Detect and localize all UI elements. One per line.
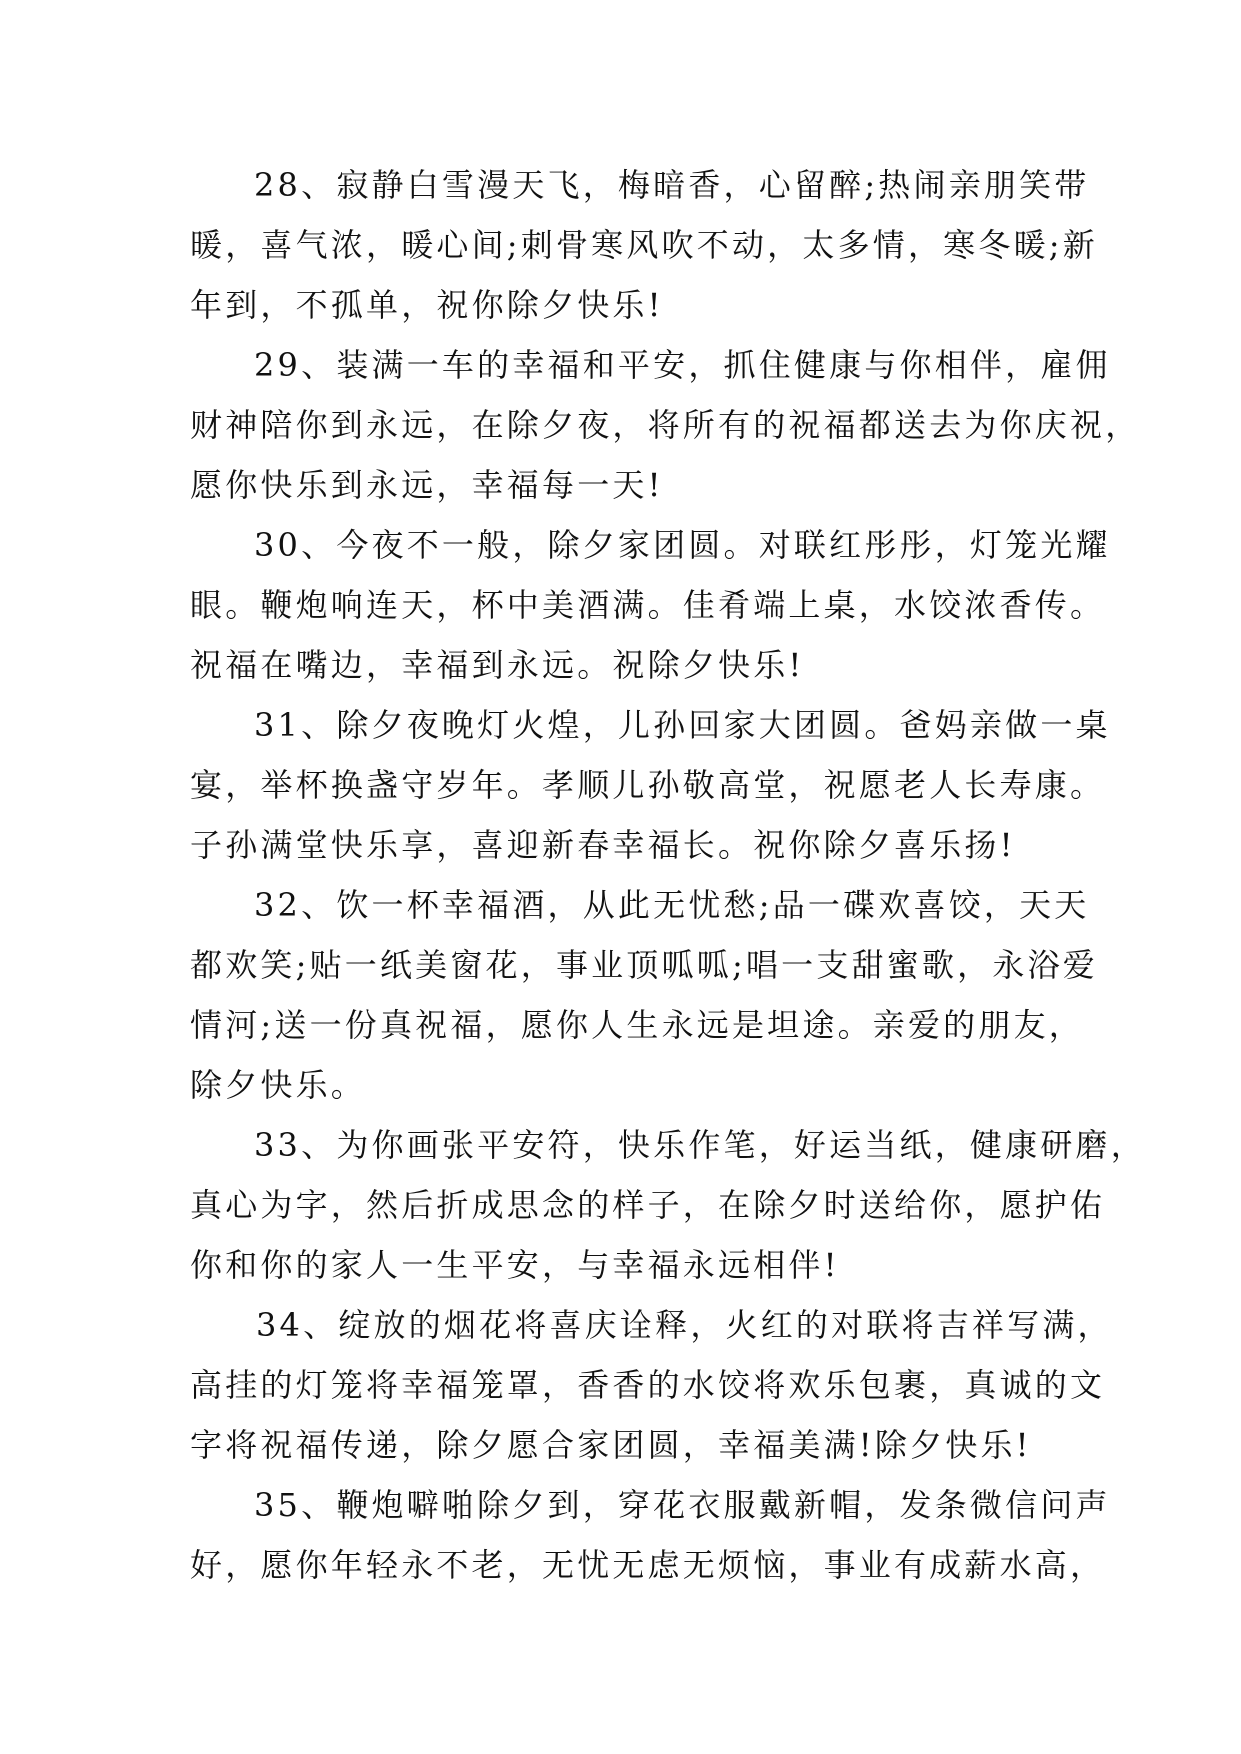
paragraph-34 bbox=[190, 1295, 1113, 1475]
paragraph-line: 你和你的家人一生平安，与幸福永远相伴! bbox=[190, 1246, 840, 1284]
paragraph-line: 30、今夜不一般，除夕家团圆。对联红彤彤，灯笼光耀 bbox=[254, 526, 1111, 564]
paragraph-line: 宴，举杯换盏守岁年。孝顺儿孙敬高堂，祝愿老人长寿康。 bbox=[190, 766, 1106, 804]
paragraph-line: 年到，不孤单，祝你除夕快乐! bbox=[190, 286, 664, 324]
paragraph-35 bbox=[190, 1475, 1111, 1595]
paragraph-line: 29、装满一车的幸福和平安，抓住健康与你相伴，雇佣 bbox=[254, 346, 1111, 384]
paragraph-line: 子孙满堂快乐享，喜迎新春幸福长。祝你除夕喜乐扬! bbox=[190, 826, 1016, 864]
paragraph-33 bbox=[190, 1115, 1146, 1295]
paragraph-line: 31、除夕夜晚灯火煌，儿孙回家大团圆。爸妈亲做一桌 bbox=[254, 706, 1111, 744]
paragraph-line: 都欢笑;贴一纸美窗花，事业顶呱呱;唱一支甜蜜歌，永浴爱 bbox=[190, 946, 1098, 984]
paragraph-line: 35、鞭炮噼啪除夕到，穿花衣服戴新帽，发条微信问声 bbox=[254, 1486, 1111, 1524]
paragraph-line: 除夕快乐。 bbox=[190, 1066, 367, 1104]
paragraph-line: 34、绽放的烟花将喜庆诠释，火红的对联将吉祥写满， bbox=[256, 1306, 1113, 1344]
paragraph-30 bbox=[190, 515, 1111, 695]
paragraph-line: 33、为你画张平安符，快乐作笔，好运当纸，健康研磨， bbox=[254, 1126, 1146, 1164]
paragraph-line: 真心为字，然后折成思念的样子，在除夕时送给你，愿护佑 bbox=[190, 1186, 1106, 1224]
paragraph-line: 眼。鞭炮响连天，杯中美酒满。佳肴端上桌，水饺浓香传。 bbox=[190, 586, 1106, 624]
paragraph-line: 高挂的灯笼将幸福笼罩，香香的水饺将欢乐包裹，真诚的文 bbox=[190, 1366, 1106, 1404]
paragraph-29 bbox=[190, 335, 1141, 515]
paragraph-line: 祝福在嘴边，幸福到永远。祝除夕快乐! bbox=[190, 646, 805, 684]
paragraph-line: 财神陪你到永远，在除夕夜，将所有的祝福都送去为你庆祝， bbox=[190, 406, 1141, 444]
paragraph-line: 字将祝福传递，除夕愿合家团圆，幸福美满!除夕快乐! bbox=[190, 1426, 1032, 1464]
paragraph-line: 32、饮一杯幸福酒，从此无忧愁;品一碟欢喜饺，天天 bbox=[254, 886, 1090, 924]
paragraph-32 bbox=[190, 875, 1098, 1115]
paragraph-28 bbox=[190, 155, 1098, 335]
paragraph-line: 暖，喜气浓，暖心间;刺骨寒风吹不动，太多情，寒冬暖;新 bbox=[190, 226, 1098, 264]
paragraph-line: 好，愿你年轻永不老，无忧无虑无烦恼，事业有成薪水高， bbox=[190, 1546, 1106, 1584]
paragraph-line: 愿你快乐到永远，幸福每一天! bbox=[190, 466, 664, 504]
document-body bbox=[190, 155, 1146, 1595]
paragraph-line: 28、寂静白雪漫天飞，梅暗香，心留醉;热闹亲朋笑带 bbox=[254, 166, 1090, 204]
paragraph-line: 情河;送一份真祝福，愿你人生永远是坦途。亲爱的朋友， bbox=[190, 1006, 1084, 1044]
paragraph-31 bbox=[190, 695, 1111, 875]
